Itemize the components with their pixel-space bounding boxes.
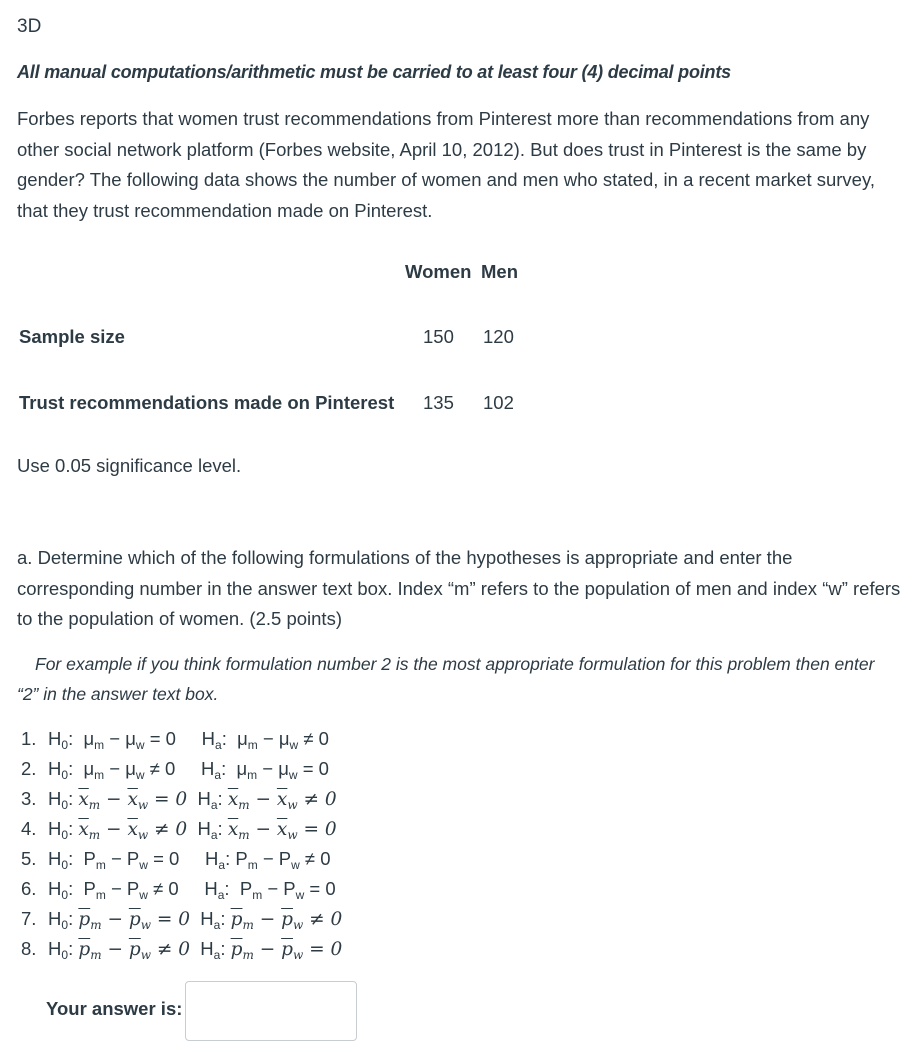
option-6: 6. $H_0$: $P_m - P_w \ne 0$ $H_a$: $P_m - P_w = 0$ [21, 878, 336, 902]
option-number: 6. [21, 878, 37, 899]
option-5: 5. $H_0$: $P_m - P_w = 0$ $H_a$: $P_m - P_w \ne 0$ [21, 848, 331, 872]
cell-men-trust: 102 [483, 392, 514, 413]
instruction-text: All manual computations/arithmetic must be carried to at least four (4) decimal points [17, 62, 731, 82]
option-4: 4. $H_0$: $\overline{x}_m - \overline{x}_w \ne 0$ $H_a$: $\overline{x}_m - \overline{x}_w = 0$ [21, 818, 337, 842]
answer-label: Your answer is: [46, 998, 183, 1019]
option-3: 3. $H_0$: $\overline{x}_m - \overline{x}_w = 0$ $H_a$: $\overline{x}_m - \overline{x}_w \ne 0$ [21, 788, 337, 812]
row-label-trust: Trust recommendations made on Pinterest [19, 392, 395, 413]
example-text: For example if you think formulation number 2 is the most appropriate formulation for this problem then enter “2” in the answer text box. [17, 654, 875, 704]
option-number: 5. [21, 848, 37, 869]
cell-men-sample-size: 120 [483, 326, 514, 347]
header-women: Women [405, 261, 472, 282]
header-men: Men [481, 261, 518, 282]
cell-women-sample-size: 150 [423, 326, 454, 347]
intro-paragraph: Forbes reports that women trust recommendations from Pinterest more than recommendations from any other social network platform (Forbes website, April 10, 2012). But does trust in Pinterest is the same by gender? The following data shows the number of women and men who stated, in a recent market survey, that they trust recommendation made on Pinterest. [17, 108, 875, 221]
option-number: 1. [21, 728, 37, 749]
part-a-text: a. Determine which of the following formulations of the hypotheses is appropriate and enter the corresponding number in the answer text box. Index “m” refers to the population of men and index “w” refers to the population of women. (2.5 points) [17, 547, 901, 629]
option-number: 3. [21, 788, 37, 809]
option-number: 4. [21, 818, 37, 839]
option-1: 1. $H_0$: $\mu_m - \mu_w = 0$ $H_a$: $\mu_m - \mu_w \ne 0$ [21, 728, 329, 752]
option-7: 7. $H_0$: $\overline{p}_m - \overline{p}_w = 0$ $H_a$: $\overline{p}_m - \overline{p}_w \ne 0$ [21, 908, 343, 932]
option-number: 2. [21, 758, 37, 779]
significance-level: Use 0.05 significance level. [17, 455, 242, 476]
row-label-sample-size: Sample size [19, 326, 125, 347]
option-2: 2. $H_0$: $\mu_m - \mu_w \ne 0$ $H_a$: $\mu_m - \mu_w = 0$ [21, 758, 329, 782]
option-8: 8. $H_0$: $\overline{p}_m - \overline{p}_w \ne 0$ $H_a$: $\overline{p}_m - \overline{p}_w = 0$ [21, 938, 343, 962]
cell-women-trust: 135 [423, 392, 454, 413]
option-number: 8. [21, 938, 37, 959]
option-number: 7. [21, 908, 37, 929]
answer-input[interactable] [185, 981, 357, 1041]
question-number: 3D [17, 16, 42, 37]
